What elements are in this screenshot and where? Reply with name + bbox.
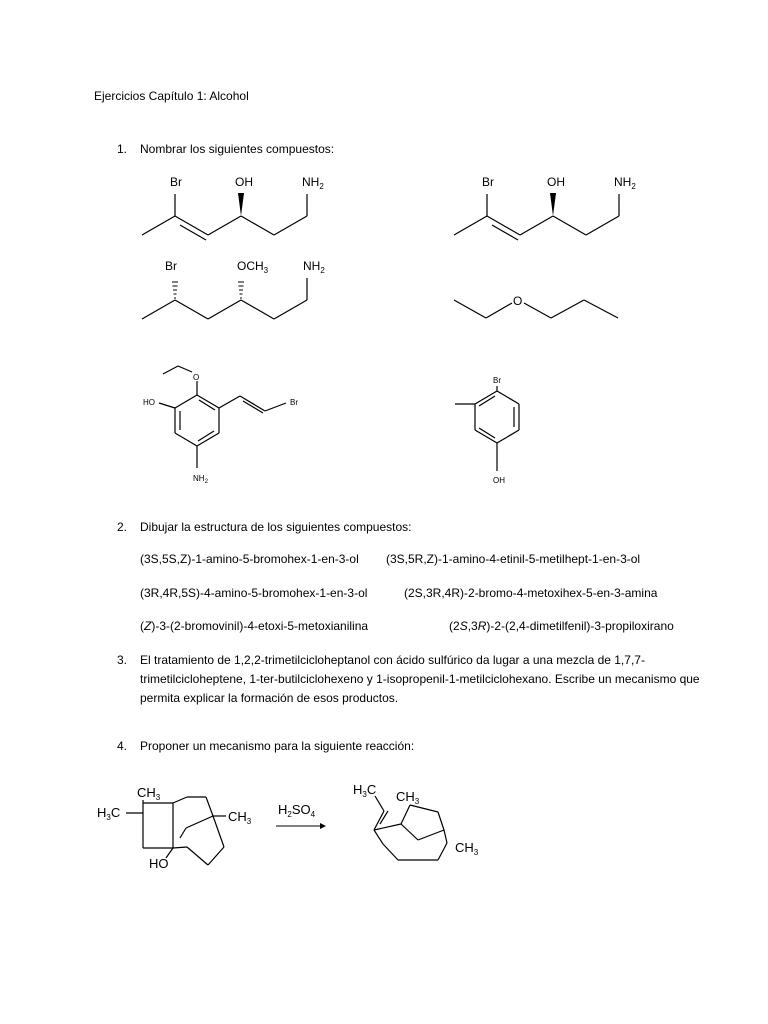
nh2-label: $NH_2$ bbox=[303, 259, 325, 275]
q4-number: 4. bbox=[117, 739, 128, 753]
page-title: Ejercicios Capítulo 1: Alcohol bbox=[94, 89, 249, 103]
structure-3 bbox=[142, 259, 325, 319]
z-italic: Z bbox=[144, 619, 152, 633]
c6-r: R bbox=[477, 619, 487, 633]
structure-2 bbox=[454, 175, 636, 240]
q4-text: Proponer un mecanismo para la siguiente reacción: bbox=[140, 739, 415, 753]
br-label: Br bbox=[170, 175, 182, 189]
compound-3: (3R,4R,5S)-4-amino-5-bromohex-1-en-3-ol bbox=[140, 586, 368, 600]
compound-2: (3S,5R,Z)-1-amino-4-etinil-5-metilhept-1-en-3-ol bbox=[386, 552, 641, 566]
compound-1: (3S,5S,Z)-1-amino-5-bromohex-1-en-3-ol bbox=[140, 552, 359, 566]
br-label: Br bbox=[165, 259, 177, 273]
nh2-label: $NH_2$ bbox=[614, 175, 636, 191]
compound-5-rest: )-3-(2-bromovinil)-4-etoxi-5-metoxianilina bbox=[151, 619, 369, 633]
ch3-label: $CH_3$ bbox=[396, 789, 420, 806]
oh-label: OH bbox=[547, 175, 565, 189]
structure-4 bbox=[454, 294, 618, 318]
ho-label: HO bbox=[149, 856, 169, 871]
br-label: Br bbox=[290, 398, 298, 407]
br-label: Br bbox=[482, 175, 494, 189]
nh2-label: $NH_2$ bbox=[302, 175, 324, 191]
och3-label: $OCH_3$ bbox=[237, 259, 269, 275]
oh-label: OH bbox=[493, 476, 505, 485]
h3c-label: $H_3C$ bbox=[97, 805, 121, 822]
compound-5: (Z)-3-(2-bromovinil)-4-etoxi-5-metoxianilina bbox=[140, 619, 369, 633]
c6-b: ,3 bbox=[467, 619, 478, 633]
ch3-label: $CH_3$ bbox=[137, 785, 161, 802]
q3-number: 3. bbox=[117, 653, 128, 667]
structure-6 bbox=[455, 376, 519, 485]
br-label: Br bbox=[493, 376, 501, 385]
c6-s: S bbox=[459, 619, 468, 633]
compound-4: (2S,3R,4R)-2-bromo-4-metoxihex-5-en-3-amina bbox=[404, 586, 658, 600]
q2-number: 2. bbox=[117, 520, 128, 534]
h2so4-label: $H_2SO_4$ bbox=[278, 802, 316, 819]
product-structure bbox=[353, 782, 479, 860]
q1-number: 1. bbox=[117, 142, 128, 156]
structure-5 bbox=[143, 366, 298, 485]
q3-text: El tratamiento de 1,2,2-trimetilcicloheptanol con ácido sulfúrico da lugar a una mezcla de 1,7,7-trimetilcicloheptene, 1-ter-butilciclohexeno y 1-isopropenil-1-metilciclohexano. Escribe un mecanismo que permita explicar la formación de esos productos. bbox=[140, 653, 700, 705]
q2-text: Dibujar la estructura de los siguientes compuestos: bbox=[140, 520, 412, 534]
ch3-label-2: $CH_3$ bbox=[455, 840, 479, 857]
structure-1 bbox=[142, 175, 324, 240]
ho-label: HO bbox=[143, 398, 155, 407]
oh-label: OH bbox=[235, 175, 253, 189]
o-label: O bbox=[193, 373, 200, 382]
reactant-structure bbox=[97, 785, 252, 871]
h3c-label: $H_3C$ bbox=[353, 782, 377, 799]
c6-a: 2 bbox=[453, 619, 460, 633]
c6-c: )-2-(2,4-dimetilfenil)-3-propiloxirano bbox=[486, 619, 674, 633]
reaction-arrow bbox=[276, 802, 326, 829]
nh2-label: $NH_2$ bbox=[193, 474, 208, 485]
ch3-label-2: $CH_3$ bbox=[228, 809, 252, 826]
o-label: O bbox=[513, 294, 523, 308]
q1-text: Nombrar los siguientes compuestos: bbox=[140, 142, 335, 156]
compound-6: (2S,3R)-2-(2,4-dimetilfenil)-3-propiloxirano bbox=[449, 619, 674, 633]
